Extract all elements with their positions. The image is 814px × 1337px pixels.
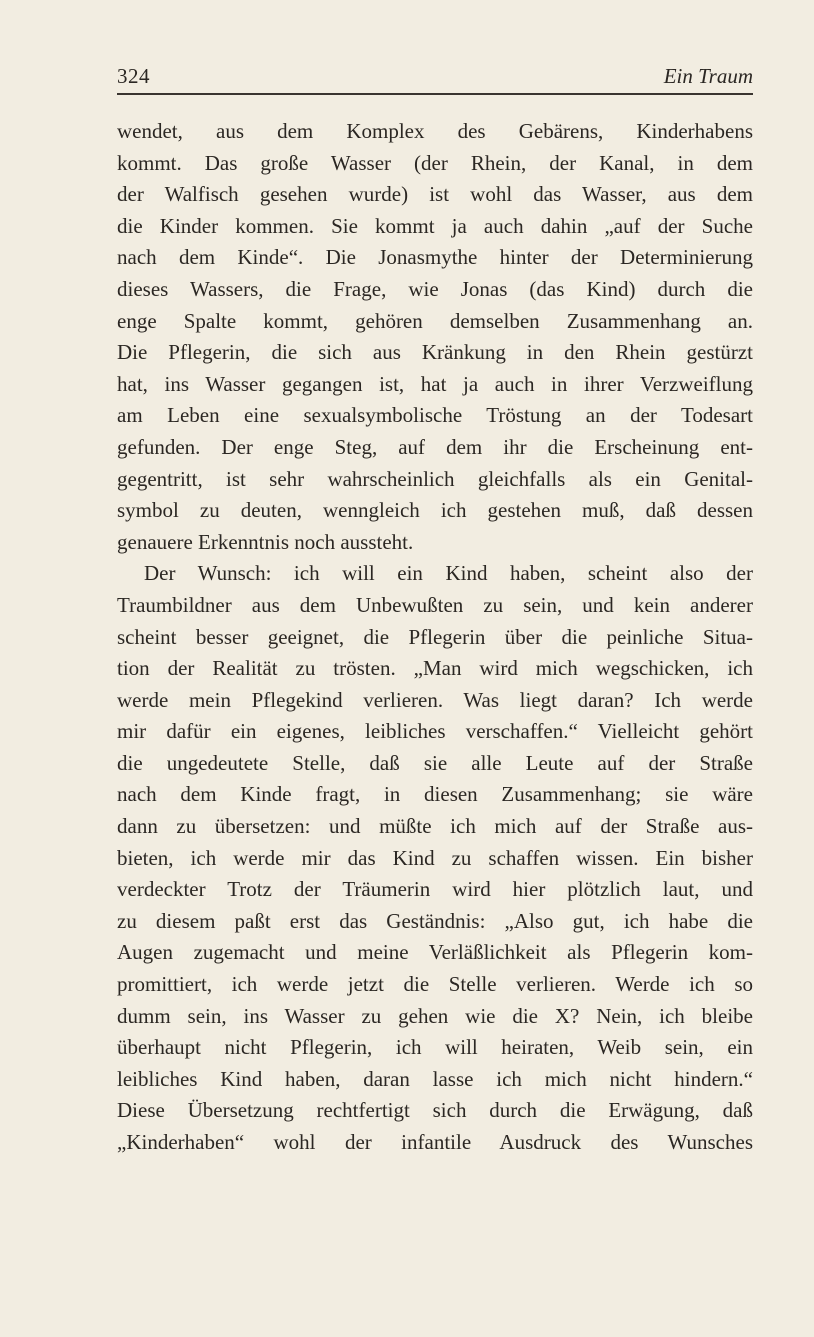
page-number: 324: [117, 64, 150, 88]
body-text: [117, 116, 753, 1159]
text-line: verdeckter Trotz der Träumerin wird hier plötzlich laut, und: [117, 877, 753, 902]
text-line: Traumbildner aus dem Unbewußten zu sein, und kein anderer: [117, 592, 753, 617]
text-line: „Kinderhaben“ wohl der infantile Ausdruck des Wunsches: [117, 1130, 753, 1154]
text-line: die ungedeutete Stelle, daß sie alle Leute auf der Straße: [117, 750, 753, 775]
header-rule: [117, 93, 753, 95]
text-line: zu diesem paßt erst das Geständnis: „Also gut, ich habe die: [117, 908, 753, 933]
paragraph-first-line: Der Wunsch: ich will ein Kind haben, scheint also der: [144, 561, 753, 586]
running-title: Ein Traum: [663, 64, 753, 88]
text-line: überhaupt nicht Pflegerin, ich will heiraten, Weib sein, ein: [117, 1035, 753, 1060]
text-line: enge Spalte kommt, gehören demselben Zusammenhang an.: [117, 308, 753, 333]
text-line: scheint besser geeignet, die Pflegerin über die peinliche Situa-: [117, 624, 753, 649]
text-line: dann zu übersetzen: und müßte ich mich auf der Straße aus-: [117, 814, 753, 839]
text-line: nach dem Kinde“. Die Jonasmythe hinter der Determinierung: [117, 245, 753, 270]
text-line: die Kinder kommen. Sie kommt ja auch dahin „auf der Suche: [117, 213, 753, 238]
text-line: Die Pflegerin, die sich aus Kränkung in den Rhein gestürzt: [117, 340, 753, 365]
text-line: dumm sein, ins Wasser zu gehen wie die X? Nein, ich bleibe: [117, 1003, 753, 1028]
text-line: der Walfisch gesehen wurde) ist wohl das Wasser, aus dem: [117, 182, 753, 207]
text-line: am Leben eine sexualsymbolische Tröstung an der Todesart: [117, 403, 753, 428]
text-line: gefunden. Der enge Steg, auf dem ihr die Erscheinung ent-: [117, 434, 753, 459]
text-line: leibliches Kind haben, daran lasse ich mich nicht hindern.“: [117, 1066, 753, 1091]
text-line: hat, ins Wasser gegangen ist, hat ja auch in ihrer Verzweiflung: [117, 371, 753, 396]
text-line: wendet, aus dem Komplex des Gebärens, Kinderhabens: [117, 119, 753, 143]
text-line: gegentritt, ist sehr wahrscheinlich gleichfalls als ein Genital-: [117, 466, 753, 491]
page-header: [117, 64, 753, 90]
text-line: symbol zu deuten, wenngleich ich gestehen muß, daß dessen: [117, 498, 753, 523]
text-line: kommt. Das große Wasser (der Rhein, der Kanal, in dem: [117, 150, 753, 175]
text-line: bieten, ich werde mir das Kind zu schaffen wissen. Ein bisher: [117, 845, 753, 870]
text-line: mir dafür ein eigenes, leibliches verschaffen.“ Vielleicht gehört: [117, 719, 753, 744]
text-line: Diese Übersetzung rechtfertigt sich durch die Erwägung, daß: [117, 1098, 753, 1123]
text-line: tion der Realität zu trösten. „Man wird mich wegschicken, ich: [117, 656, 753, 681]
text-line: nach dem Kinde fragt, in diesen Zusammenhang; sie wäre: [117, 782, 753, 807]
text-line: werde mein Pflegekind verlieren. Was liegt daran? Ich werde: [117, 687, 753, 712]
text-line: genauere Erkenntnis noch aussteht.: [117, 529, 414, 554]
text-line: promittiert, ich werde jetzt die Stelle verlieren. Werde ich so: [117, 972, 753, 997]
text-line: dieses Wassers, die Frage, wie Jonas (das Kind) durch die: [117, 276, 753, 301]
text-line: Augen zugemacht und meine Verläßlichkeit als Pflegerin kom-: [117, 940, 753, 965]
